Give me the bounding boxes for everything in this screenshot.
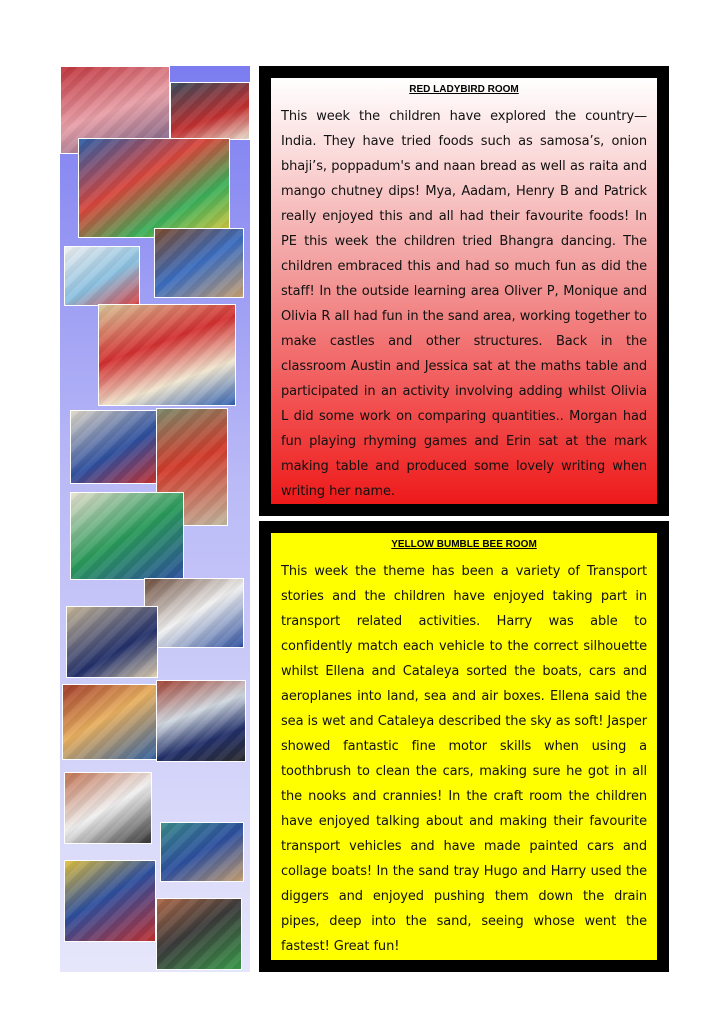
photo-school-uniform-group (62, 684, 158, 760)
yellow-bumble-bee-body: This week the theme has been a variety of Transport stories and the children have enjoyed taking part in transport related activities. Harry was able to confidently match each vehicle to the correct silhouette whilst Ellena and Cataleya sorted the boats, cars and aeroplanes into land, sea and air boxes. Ellena said the sea is wet and Cataleya described the sky as soft! Jasper showed fantastic fine motor skills when using a toothbrush to clean the cars, making sure he got in all the nooks and crannies! In the craft room the children have enjoyed talking about and making their favourite transport vehicles and have made painted cars and collage boats! In the sand tray Hugo and Harry used the diggers and enjoyed pushing them down the drain pipes, deep into the sand, seeing whose went the fastest! Great fun! (281, 564, 647, 954)
yellow-bumble-bee-panel (271, 533, 657, 960)
photo-classroom (170, 82, 250, 140)
photo-child-cards (144, 578, 244, 648)
red-ladybird-heading: RED LADYBIRD ROOM (409, 84, 519, 95)
yellow-bumble-bee-article (259, 521, 669, 972)
photo-green-tray (70, 492, 184, 580)
yellow-bumble-bee-heading: YELLOW BUMBLE BEE ROOM (391, 539, 537, 550)
photo-child-red-apron (98, 304, 236, 406)
photo-boys-standing (66, 606, 158, 678)
photo-children-eating (154, 228, 244, 298)
photo-child-toy-car (64, 860, 156, 942)
red-ladybird-body: This week the children have explored the country—India. They have tried foods such as samosa’s, onion bhaji’s, poppadum's and naan bread as well as raita and mango chutney dips! Mya, Aadam, Henry B and Patrick really enjoyed this and all had their favourite foods! In PE this week the children tried Bhangra dancing. The children embraced this and had so much fun as did the staff! In the outside learning area Oliver P, Monique and Olivia R all had fun in the sand area, working together to make castles and other structures. Back in the classroom Austin and Jessica sat at the maths table and participated in an activity involving adding whilst Olivia L did some work on comparing quantities.. Morgan had fun playing rhyming games and Erin sat at the mark making table and produced some lovely writing when writing her name. (281, 109, 647, 499)
photo-sorting-toys (64, 246, 140, 306)
photo-boy-playing (160, 822, 244, 882)
photo-road-mat (156, 898, 242, 970)
red-ladybird-article (259, 66, 669, 516)
red-ladybird-panel (271, 78, 657, 504)
photo-three-boys (156, 680, 246, 762)
photo-strip (60, 66, 250, 972)
photo-child-whiteboard (64, 772, 152, 844)
photo-two-children (70, 410, 158, 484)
photo-alphabet-rug (78, 138, 230, 238)
